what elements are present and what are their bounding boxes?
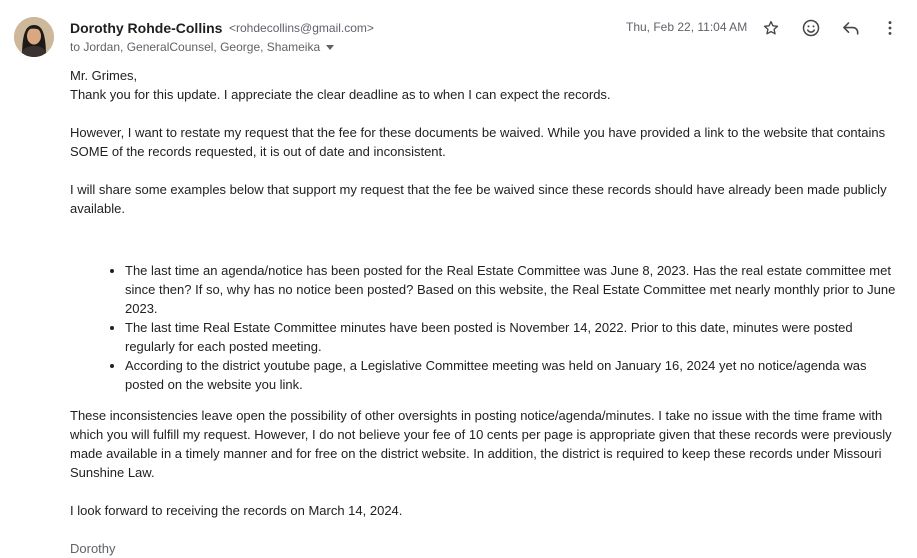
star-icon[interactable] [759,16,783,40]
paragraph-4: These inconsistencies leave open the possibility of other oversights in posting notice/agenda/minutes. I take no issue with the time frame with which you will fulfill my request. However, I do not believe your fee of 10 cents per page is appropriate given that these records were previously made available in a timely manner and for free on the district website. In addition, the district is required to keep these records under Missouri Sunshine Law. [70,408,892,480]
recipients-toggle[interactable] [70,40,334,54]
sender-email: <rohdecollins@gmail.com> [229,21,374,35]
reply-icon[interactable] [839,16,863,40]
paragraph-5: I look forward to receiving the records on March 14, 2024. [70,503,403,518]
sender-name[interactable]: Dorothy Rohde-Collins [70,20,223,36]
message-date: Thu, Feb 22, 11:04 AM [626,20,748,34]
recipients-label: to Jordan, GeneralCounsel, George, Shameika [70,40,321,54]
list-item: • The last time Real Estate Committee minutes have been posted is November 14, 2022. Prior to this date, minutes were posted regularly for each posted meeting. [125,318,900,356]
emoji-icon[interactable] [799,16,823,40]
more-vertical-icon[interactable] [878,16,902,40]
greeting: Mr. Grimes, [70,68,138,83]
list-item: • According to the district youtube page, a Legislative Committee meeting was held on January 16, 2024 yet no notice/agenda was posted on the website you link. [125,356,900,394]
chevron-down-icon[interactable] [326,45,334,50]
examples-list [70,261,900,394]
paragraph-2: However, I want to restate my request that the fee for these documents be waived. While you have provided a link to the website that contains SOME of the records requested, it is out of date and inconsistent. [70,125,886,159]
avatar[interactable] [14,17,54,57]
signoff: Dorothy [70,541,116,556]
paragraph-3: I will share some examples below that support my request that the fee be waived since these records should have already been made publicly available. [70,182,887,216]
list-item: • The last time an agenda/notice has been posted for the Real Estate Committee was June 8, 2023. Has the real estate committee met since then? If so, why has no notice been posted? Based on this website, the Real Estate Committee met nearly monthly prior to June 2023. [125,261,900,318]
message-body [70,66,900,558]
paragraph-1: Thank you for this update. I appreciate the clear deadline as to when I can expect the records. [70,87,611,102]
avatar-photo [14,17,54,57]
